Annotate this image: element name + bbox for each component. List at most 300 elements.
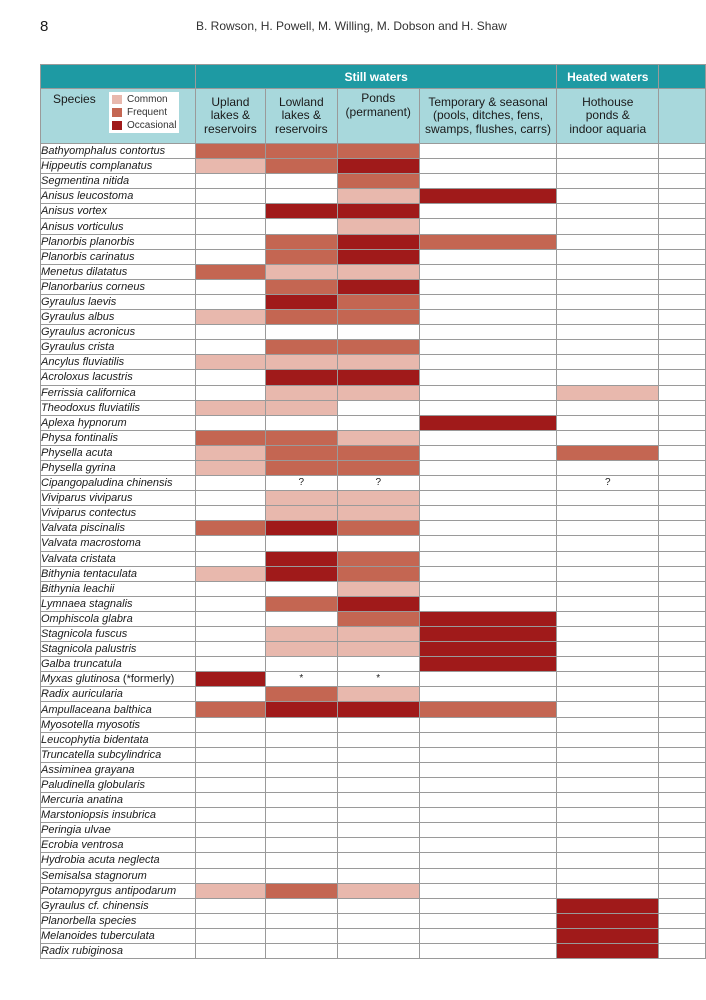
col-header-ponds (337, 89, 419, 144)
table-row (41, 370, 706, 385)
cell-upland (195, 627, 265, 642)
cell-upland (195, 868, 265, 883)
table-row (41, 294, 706, 309)
species-name (41, 581, 196, 596)
cell-upland (195, 687, 265, 702)
cell-lowland (265, 204, 337, 219)
cell-hothouse (557, 898, 659, 913)
cell-extra (659, 581, 706, 596)
cell-lowland (265, 687, 337, 702)
cell-extra (659, 310, 706, 325)
cell-upland (195, 204, 265, 219)
table-row (41, 355, 706, 370)
cell-lowland (265, 460, 337, 475)
species-name (41, 159, 196, 174)
table-row (41, 566, 706, 581)
cell-hothouse (557, 627, 659, 642)
cell-lowland (265, 823, 337, 838)
cell-extra (659, 747, 706, 762)
species-name-text: Segmentina nitida (41, 175, 130, 188)
cell-upland (195, 219, 265, 234)
cell-temporary (419, 249, 557, 264)
species-name-text: Stagnicola palustris (41, 643, 137, 656)
cell-extra (659, 159, 706, 174)
cell-ponds (337, 400, 419, 415)
cell-temporary (419, 732, 557, 747)
cell-hothouse (557, 883, 659, 898)
cell-temporary (419, 385, 557, 400)
cell-upland (195, 611, 265, 626)
cell-temporary (419, 943, 557, 958)
cell-temporary (419, 204, 557, 219)
species-name (41, 808, 196, 823)
species-name-text: Anisus vorticulus (41, 220, 124, 233)
cell-temporary (419, 672, 557, 687)
cell-lowland (265, 279, 337, 294)
table-row (41, 838, 706, 853)
col-header-temporary-l3: swamps, flushes, carrs) (425, 121, 552, 136)
species-name-text: Physa fontinalis (41, 431, 119, 444)
cell-temporary (419, 717, 557, 732)
cell-ponds (337, 445, 419, 460)
cell-extra (659, 189, 706, 204)
table-row (41, 415, 706, 430)
cell-extra (659, 702, 706, 717)
species-name (41, 506, 196, 521)
cell-ponds (337, 460, 419, 475)
cell-hothouse (557, 249, 659, 264)
cell-lowland (265, 883, 337, 898)
cell-upland (195, 264, 265, 279)
cell-lowland (265, 340, 337, 355)
species-name (41, 521, 196, 536)
cell-extra (659, 400, 706, 415)
species-name-text: Truncatella subcylindrica (41, 748, 162, 761)
cell-lowland: * (265, 672, 337, 687)
cell-hothouse (557, 294, 659, 309)
species-name (41, 747, 196, 762)
cell-lowland (265, 400, 337, 415)
cell-upland (195, 762, 265, 777)
species-name (41, 279, 196, 294)
cell-extra (659, 823, 706, 838)
species-name-text: Planorbella species (41, 914, 137, 927)
cell-temporary (419, 430, 557, 445)
table-row (41, 717, 706, 732)
cell-upland (195, 732, 265, 747)
table-row (41, 521, 706, 536)
cell-extra (659, 853, 706, 868)
cell-upland (195, 279, 265, 294)
table-row (41, 747, 706, 762)
cell-hothouse (557, 928, 659, 943)
species-name (41, 777, 196, 792)
cell-temporary (419, 777, 557, 792)
species-name (41, 657, 196, 672)
cell-temporary (419, 702, 557, 717)
cell-lowland (265, 808, 337, 823)
table-row (41, 581, 706, 596)
table-row (41, 642, 706, 657)
species-name (41, 430, 196, 445)
species-name (41, 189, 196, 204)
table-row (41, 491, 706, 506)
cell-ponds (337, 415, 419, 430)
col-header-lowland (265, 89, 337, 144)
species-name-text: Physella gyrina (41, 462, 116, 475)
cell-lowland (265, 445, 337, 460)
cell-ponds (337, 611, 419, 626)
col-header-extra (659, 89, 706, 144)
cell-lowland (265, 732, 337, 747)
table-row (41, 777, 706, 792)
col-header-hothouse (557, 89, 659, 144)
table-row (41, 823, 706, 838)
cell-extra (659, 325, 706, 340)
cell-extra (659, 279, 706, 294)
table-row (41, 868, 706, 883)
species-name (41, 174, 196, 189)
species-name-text: Omphiscola glabra (41, 612, 133, 625)
species-name-text: Stagnicola fuscus (41, 628, 128, 641)
species-name-text: Menetus dilatatus (41, 265, 128, 278)
cell-temporary (419, 611, 557, 626)
legend-occasional (112, 119, 179, 132)
col-header-ponds-l2: (permanent) (345, 104, 411, 119)
cell-lowland (265, 521, 337, 536)
table-row (41, 898, 706, 913)
cell-lowland (265, 536, 337, 551)
cell-upland (195, 249, 265, 264)
species-name (41, 400, 196, 415)
cell-temporary (419, 853, 557, 868)
species-name (41, 898, 196, 913)
species-name (41, 491, 196, 506)
cell-upland (195, 913, 265, 928)
species-name-text: Ecrobia ventrosa (41, 839, 124, 852)
cell-lowland (265, 415, 337, 430)
species-name-text: Melanoides tuberculata (41, 929, 155, 942)
group-still-waters: Still waters (195, 65, 556, 89)
table-row (41, 943, 706, 958)
cell-hothouse (557, 279, 659, 294)
cell-lowland (265, 491, 337, 506)
cell-upland (195, 159, 265, 174)
cell-extra (659, 415, 706, 430)
cell-lowland (265, 506, 337, 521)
cell-temporary (419, 264, 557, 279)
cell-lowland (265, 777, 337, 792)
cell-lowland (265, 219, 337, 234)
species-name (41, 415, 196, 430)
cell-temporary (419, 793, 557, 808)
cell-temporary (419, 551, 557, 566)
cell-ponds (337, 627, 419, 642)
cell-temporary (419, 596, 557, 611)
cell-hothouse (557, 506, 659, 521)
cell-extra (659, 687, 706, 702)
cell-ponds (337, 189, 419, 204)
cell-hothouse (557, 430, 659, 445)
cell-temporary (419, 460, 557, 475)
cell-upland (195, 521, 265, 536)
species-name (41, 476, 196, 491)
cell-temporary (419, 898, 557, 913)
cell-ponds (337, 717, 419, 732)
species-name-text: Valvata macrostoma (41, 537, 141, 550)
cell-temporary (419, 581, 557, 596)
cell-ponds (337, 325, 419, 340)
cell-extra (659, 551, 706, 566)
cell-hothouse (557, 566, 659, 581)
cell-extra (659, 943, 706, 958)
cell-hothouse (557, 823, 659, 838)
species-name (41, 823, 196, 838)
cell-ponds (337, 657, 419, 672)
species-name-text: Bathyomphalus contortus (41, 145, 166, 158)
cell-ponds (337, 219, 419, 234)
cell-hothouse (557, 581, 659, 596)
cell-ponds (337, 536, 419, 551)
species-name (41, 325, 196, 340)
cell-ponds (337, 370, 419, 385)
cell-upland (195, 702, 265, 717)
species-name-text: Gyraulus albus (41, 311, 115, 324)
cell-ponds (337, 566, 419, 581)
cell-hothouse (557, 793, 659, 808)
species-name (41, 264, 196, 279)
cell-ponds (337, 355, 419, 370)
cell-extra (659, 340, 706, 355)
cell-hothouse (557, 159, 659, 174)
cell-temporary (419, 415, 557, 430)
table-row (41, 808, 706, 823)
cell-ponds (337, 777, 419, 792)
cell-upland (195, 808, 265, 823)
species-name (41, 219, 196, 234)
cell-hothouse (557, 777, 659, 792)
species-name-text: Anisus leucostoma (41, 190, 134, 203)
cell-temporary (419, 400, 557, 415)
col-header-upland-l3: reservoirs (204, 121, 257, 136)
cell-hothouse (557, 551, 659, 566)
species-name-text: Viviparus contectus (41, 507, 137, 520)
cell-upland (195, 445, 265, 460)
cell-temporary (419, 445, 557, 460)
cell-extra (659, 204, 706, 219)
legend-frequent (112, 106, 179, 119)
table-row (41, 687, 706, 702)
cell-lowland (265, 717, 337, 732)
cell-temporary (419, 566, 557, 581)
cell-ponds (337, 204, 419, 219)
species-name (41, 460, 196, 475)
cell-hothouse (557, 657, 659, 672)
cell-temporary (419, 174, 557, 189)
species-name-text: Planorbis planorbis (41, 235, 135, 248)
cell-upland (195, 476, 265, 491)
cell-upland (195, 672, 265, 687)
table-row (41, 672, 706, 687)
cell-hothouse (557, 385, 659, 400)
cell-temporary (419, 144, 557, 159)
species-name-text: Assiminea grayana (41, 763, 135, 776)
species-name-text: Bithynia leachii (41, 582, 115, 595)
table-row (41, 536, 706, 551)
cell-extra (659, 445, 706, 460)
cell-extra (659, 385, 706, 400)
cell-ponds (337, 596, 419, 611)
table-row (41, 400, 706, 415)
species-name (41, 913, 196, 928)
table-row (41, 762, 706, 777)
cell-lowland (265, 325, 337, 340)
cell-temporary (419, 340, 557, 355)
species-name (41, 853, 196, 868)
cell-ponds (337, 264, 419, 279)
cell-hothouse (557, 853, 659, 868)
cell-ponds (337, 943, 419, 958)
cell-hothouse (557, 762, 659, 777)
cell-extra (659, 868, 706, 883)
abundance-legend (109, 92, 179, 133)
cell-hothouse (557, 642, 659, 657)
cell-ponds (337, 823, 419, 838)
cell-hothouse (557, 355, 659, 370)
cell-upland (195, 943, 265, 958)
cell-ponds (337, 310, 419, 325)
cell-ponds (337, 249, 419, 264)
cell-upland (195, 838, 265, 853)
cell-upland (195, 596, 265, 611)
group-header-extra (659, 65, 706, 89)
cell-lowland (265, 747, 337, 762)
col-header-hothouse-l2: ponds & (585, 108, 630, 123)
cell-extra (659, 777, 706, 792)
cell-hothouse (557, 325, 659, 340)
species-rows (41, 144, 706, 959)
species-header: Species (53, 92, 96, 106)
species-name-text: Myxas glutinosa (41, 673, 120, 686)
cell-upland (195, 370, 265, 385)
table-row (41, 174, 706, 189)
table-row (41, 732, 706, 747)
col-header-lowland-l1: Lowland (278, 94, 324, 109)
col-header-temporary (419, 89, 557, 144)
species-name-text: Ferrissia californica (41, 386, 136, 399)
species-name (41, 611, 196, 626)
cell-extra (659, 460, 706, 475)
table-row (41, 883, 706, 898)
col-header-hothouse-l1: Hothouse (582, 94, 634, 109)
cell-upland (195, 657, 265, 672)
cell-extra (659, 596, 706, 611)
table-row (41, 476, 706, 491)
cell-temporary (419, 294, 557, 309)
cell-lowland (265, 793, 337, 808)
species-name (41, 838, 196, 853)
cell-ponds (337, 868, 419, 883)
species-name (41, 627, 196, 642)
cell-hothouse (557, 234, 659, 249)
cell-extra (659, 838, 706, 853)
cell-lowland (265, 928, 337, 943)
species-name-text: Physella acuta (41, 446, 113, 459)
table-row (41, 279, 706, 294)
cell-hothouse (557, 491, 659, 506)
cell-ponds (337, 838, 419, 853)
table-row (41, 657, 706, 672)
cell-upland (195, 823, 265, 838)
species-name-text: Myosotella myosotis (41, 718, 141, 731)
col-header-ponds-l1: Ponds (361, 91, 396, 105)
cell-extra (659, 264, 706, 279)
species-name (41, 883, 196, 898)
species-name (41, 717, 196, 732)
cell-temporary (419, 928, 557, 943)
cell-extra (659, 808, 706, 823)
table-row (41, 159, 706, 174)
cell-upland (195, 294, 265, 309)
species-name (41, 536, 196, 551)
cell-hothouse (557, 717, 659, 732)
cell-ponds (337, 234, 419, 249)
cell-temporary (419, 355, 557, 370)
cell-extra (659, 144, 706, 159)
col-header-hothouse-l3: indoor aquaria (569, 121, 647, 136)
cell-lowland (265, 430, 337, 445)
table-row (41, 189, 706, 204)
species-name-text: Leucophytia bidentata (41, 733, 149, 746)
cell-temporary (419, 189, 557, 204)
species-note: (*formerly) (119, 673, 175, 686)
cell-lowland (265, 385, 337, 400)
species-name-text: Ancylus fluviatilis (41, 356, 125, 369)
cell-lowland (265, 868, 337, 883)
cell-upland (195, 144, 265, 159)
cell-lowland (265, 943, 337, 958)
col-header-upland-l1: Upland (211, 94, 250, 109)
species-name-text: Acroloxus lacustris (41, 371, 133, 384)
table-row (41, 460, 706, 475)
table-row (41, 264, 706, 279)
species-name-text: Cipangopaludina chinensis (41, 477, 173, 490)
legend-label-common: Common (127, 93, 168, 105)
cell-temporary (419, 657, 557, 672)
species-name-text: Gyraulus laevis (41, 295, 117, 308)
col-header-upland (195, 89, 265, 144)
cell-temporary (419, 536, 557, 551)
table-row (41, 234, 706, 249)
cell-hothouse (557, 672, 659, 687)
cell-hothouse (557, 808, 659, 823)
cell-ponds (337, 340, 419, 355)
cell-lowland (265, 234, 337, 249)
cell-temporary (419, 234, 557, 249)
cell-extra (659, 672, 706, 687)
cell-upland (195, 928, 265, 943)
cell-upland (195, 310, 265, 325)
cell-temporary (419, 310, 557, 325)
cell-extra (659, 883, 706, 898)
cell-extra (659, 294, 706, 309)
habitat-table (40, 64, 706, 959)
cell-hothouse (557, 174, 659, 189)
legend-swatch-frequent (112, 108, 122, 117)
cell-upland (195, 460, 265, 475)
cell-lowland (265, 657, 337, 672)
cell-hothouse (557, 460, 659, 475)
